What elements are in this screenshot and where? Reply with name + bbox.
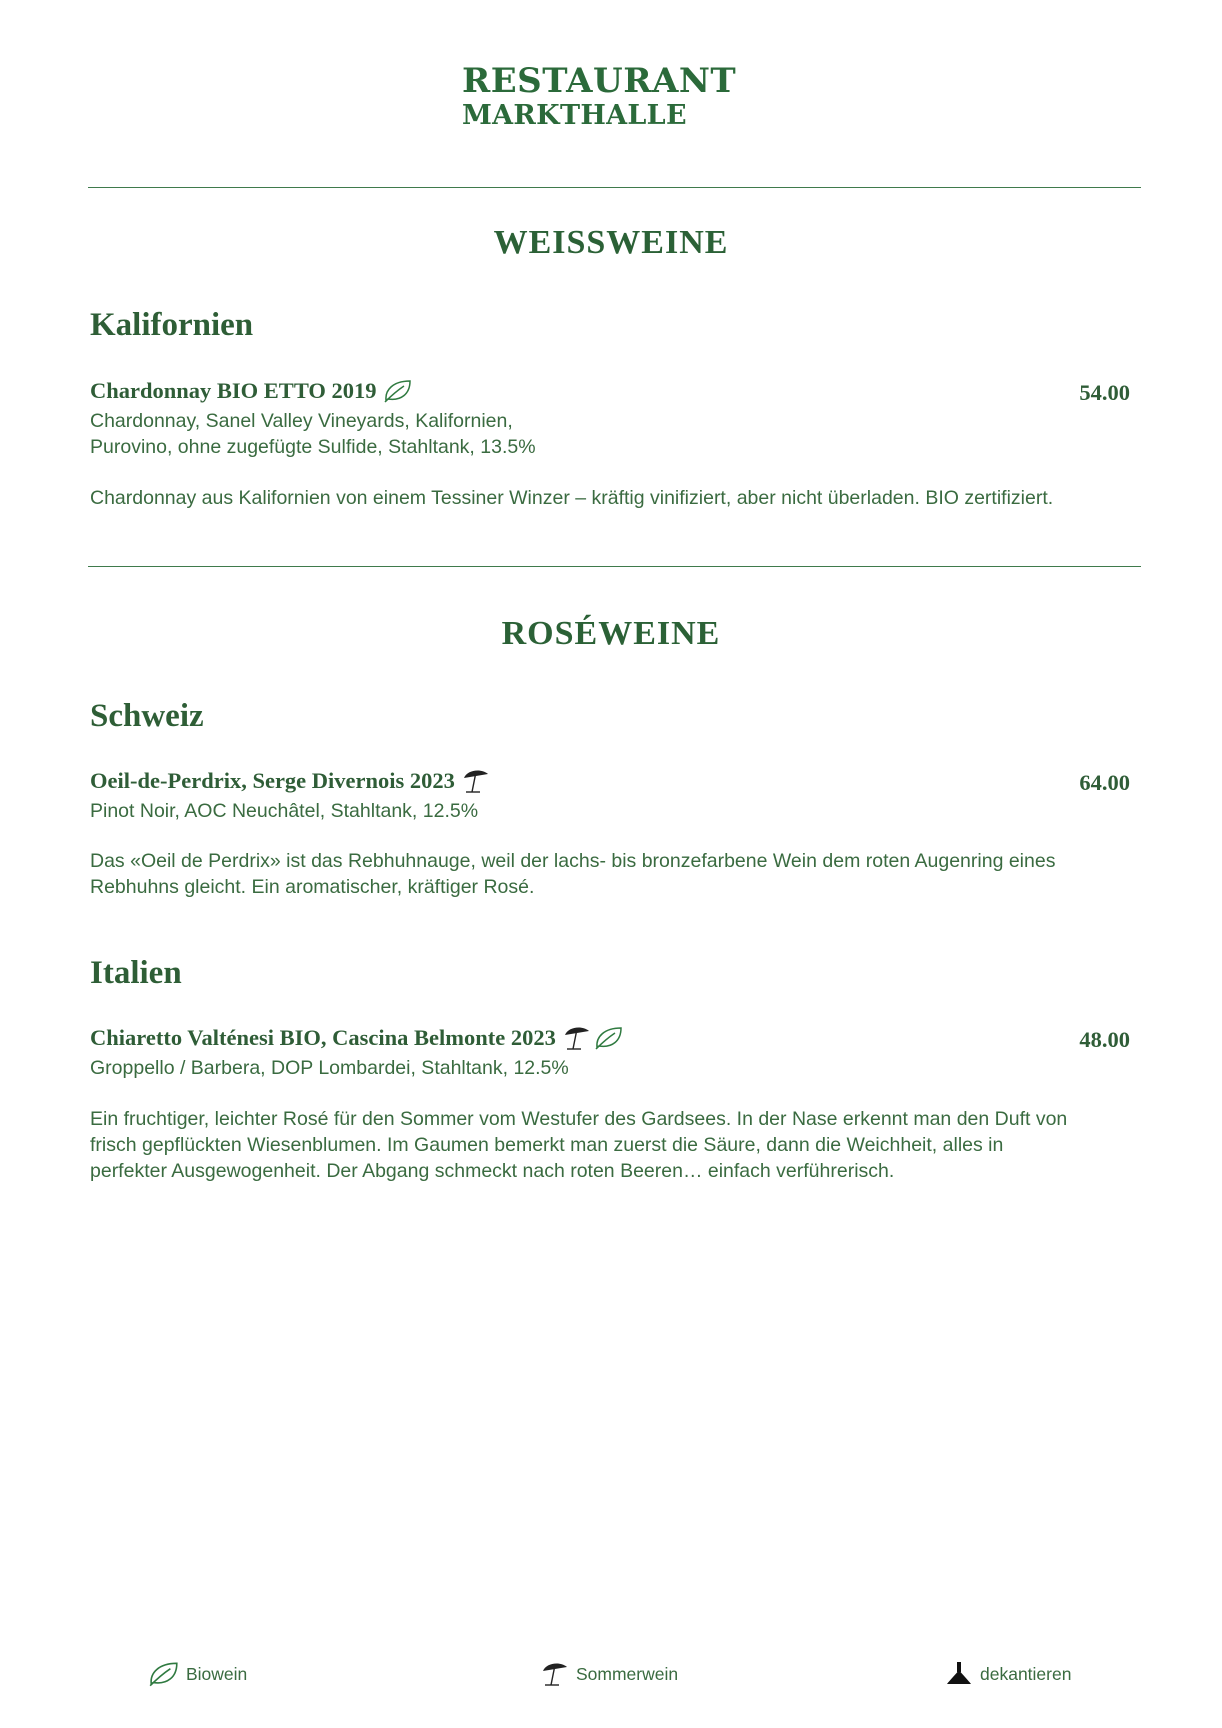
leaf-icon (148, 1660, 180, 1688)
region-title-italien: Italien (90, 955, 182, 991)
parasol-icon (540, 1660, 570, 1688)
wine-detail-line: Groppello / Barbera, DOP Lombardei, Stahltank, 12.5% (90, 1057, 569, 1079)
wine-price: 54.00 (1079, 380, 1130, 405)
wine-name-text: Chiaretto Valténesi BIO, Cascina Belmonte 2023 (90, 1025, 556, 1050)
logo-line-2: MARKTHALLE (462, 100, 687, 131)
wine-detail-line: Chardonnay, Sanel Valley Vineyards, Kalifornien, (90, 410, 513, 432)
legend-dekantieren (944, 1660, 1071, 1688)
wine-name-text: Chardonnay BIO ETTO 2019 (90, 378, 377, 403)
logo-line-1: RESTAURANT (462, 61, 737, 101)
legend-biowein (148, 1660, 247, 1688)
divider (88, 566, 1141, 567)
wine-detail-line: Pinot Noir, AOC Neuchâtel, Stahltank, 12.5% (90, 800, 479, 822)
legend-sommerwein (540, 1660, 678, 1688)
legend-label: Biowein (186, 1663, 248, 1684)
wine-description: Chardonnay aus Kalifornien von einem Tessiner Winzer – kräftig vinifiziert, aber nicht überladen. BIO zertifiziert. (90, 487, 1054, 509)
wine-price: 48.00 (1079, 1027, 1130, 1052)
leaf-icon (594, 1025, 624, 1051)
section-title-weissweine: WEISSWEINE (493, 224, 729, 261)
wine-name (90, 378, 413, 404)
wine-detail-line: Purovino, ohne zugefügte Sulfide, Stahltank, 13.5% (90, 436, 536, 458)
leaf-icon (383, 378, 413, 404)
wine-description: Das «Oeil de Perdrix» ist das Rebhuhnauge, weil der lachs- bis bronzefarbene Wein dem roten Augenring eines Rebhuhns gleicht. Ein aromatischer, kräftiger Rosé. (90, 850, 1056, 898)
wine-name-text: Oeil-de-Perdrix, Serge Divernois 2023 (90, 768, 455, 793)
wine-price: 64.00 (1079, 770, 1130, 795)
wine-description: Ein fruchtiger, leichter Rosé für den Sommer vom Westufer des Gardsees. In der Nase erkennt man den Duft von frisch gepflückten Wiesenblumen. Im Gaumen bemerkt man zuerst die Säure, dann die Weichheit, alles in perfekter Ausgewogenheit. Der Abgang schmeckt nach roten Beeren… einfach verführerisch. (90, 1108, 1068, 1182)
legend-label: Sommerwein (576, 1663, 679, 1684)
wine-name (90, 1024, 624, 1052)
parasol-icon (562, 1024, 592, 1052)
region-title-kalifornien: Kalifornien (90, 307, 254, 343)
decanter-icon (944, 1660, 974, 1688)
legend-label: dekantieren (980, 1663, 1072, 1684)
divider (88, 187, 1141, 188)
section-title-roseweine: ROSÉWEINE (501, 615, 721, 652)
wine-name (90, 767, 491, 795)
region-title-schweiz: Schweiz (90, 698, 204, 734)
parasol-icon (461, 767, 491, 795)
